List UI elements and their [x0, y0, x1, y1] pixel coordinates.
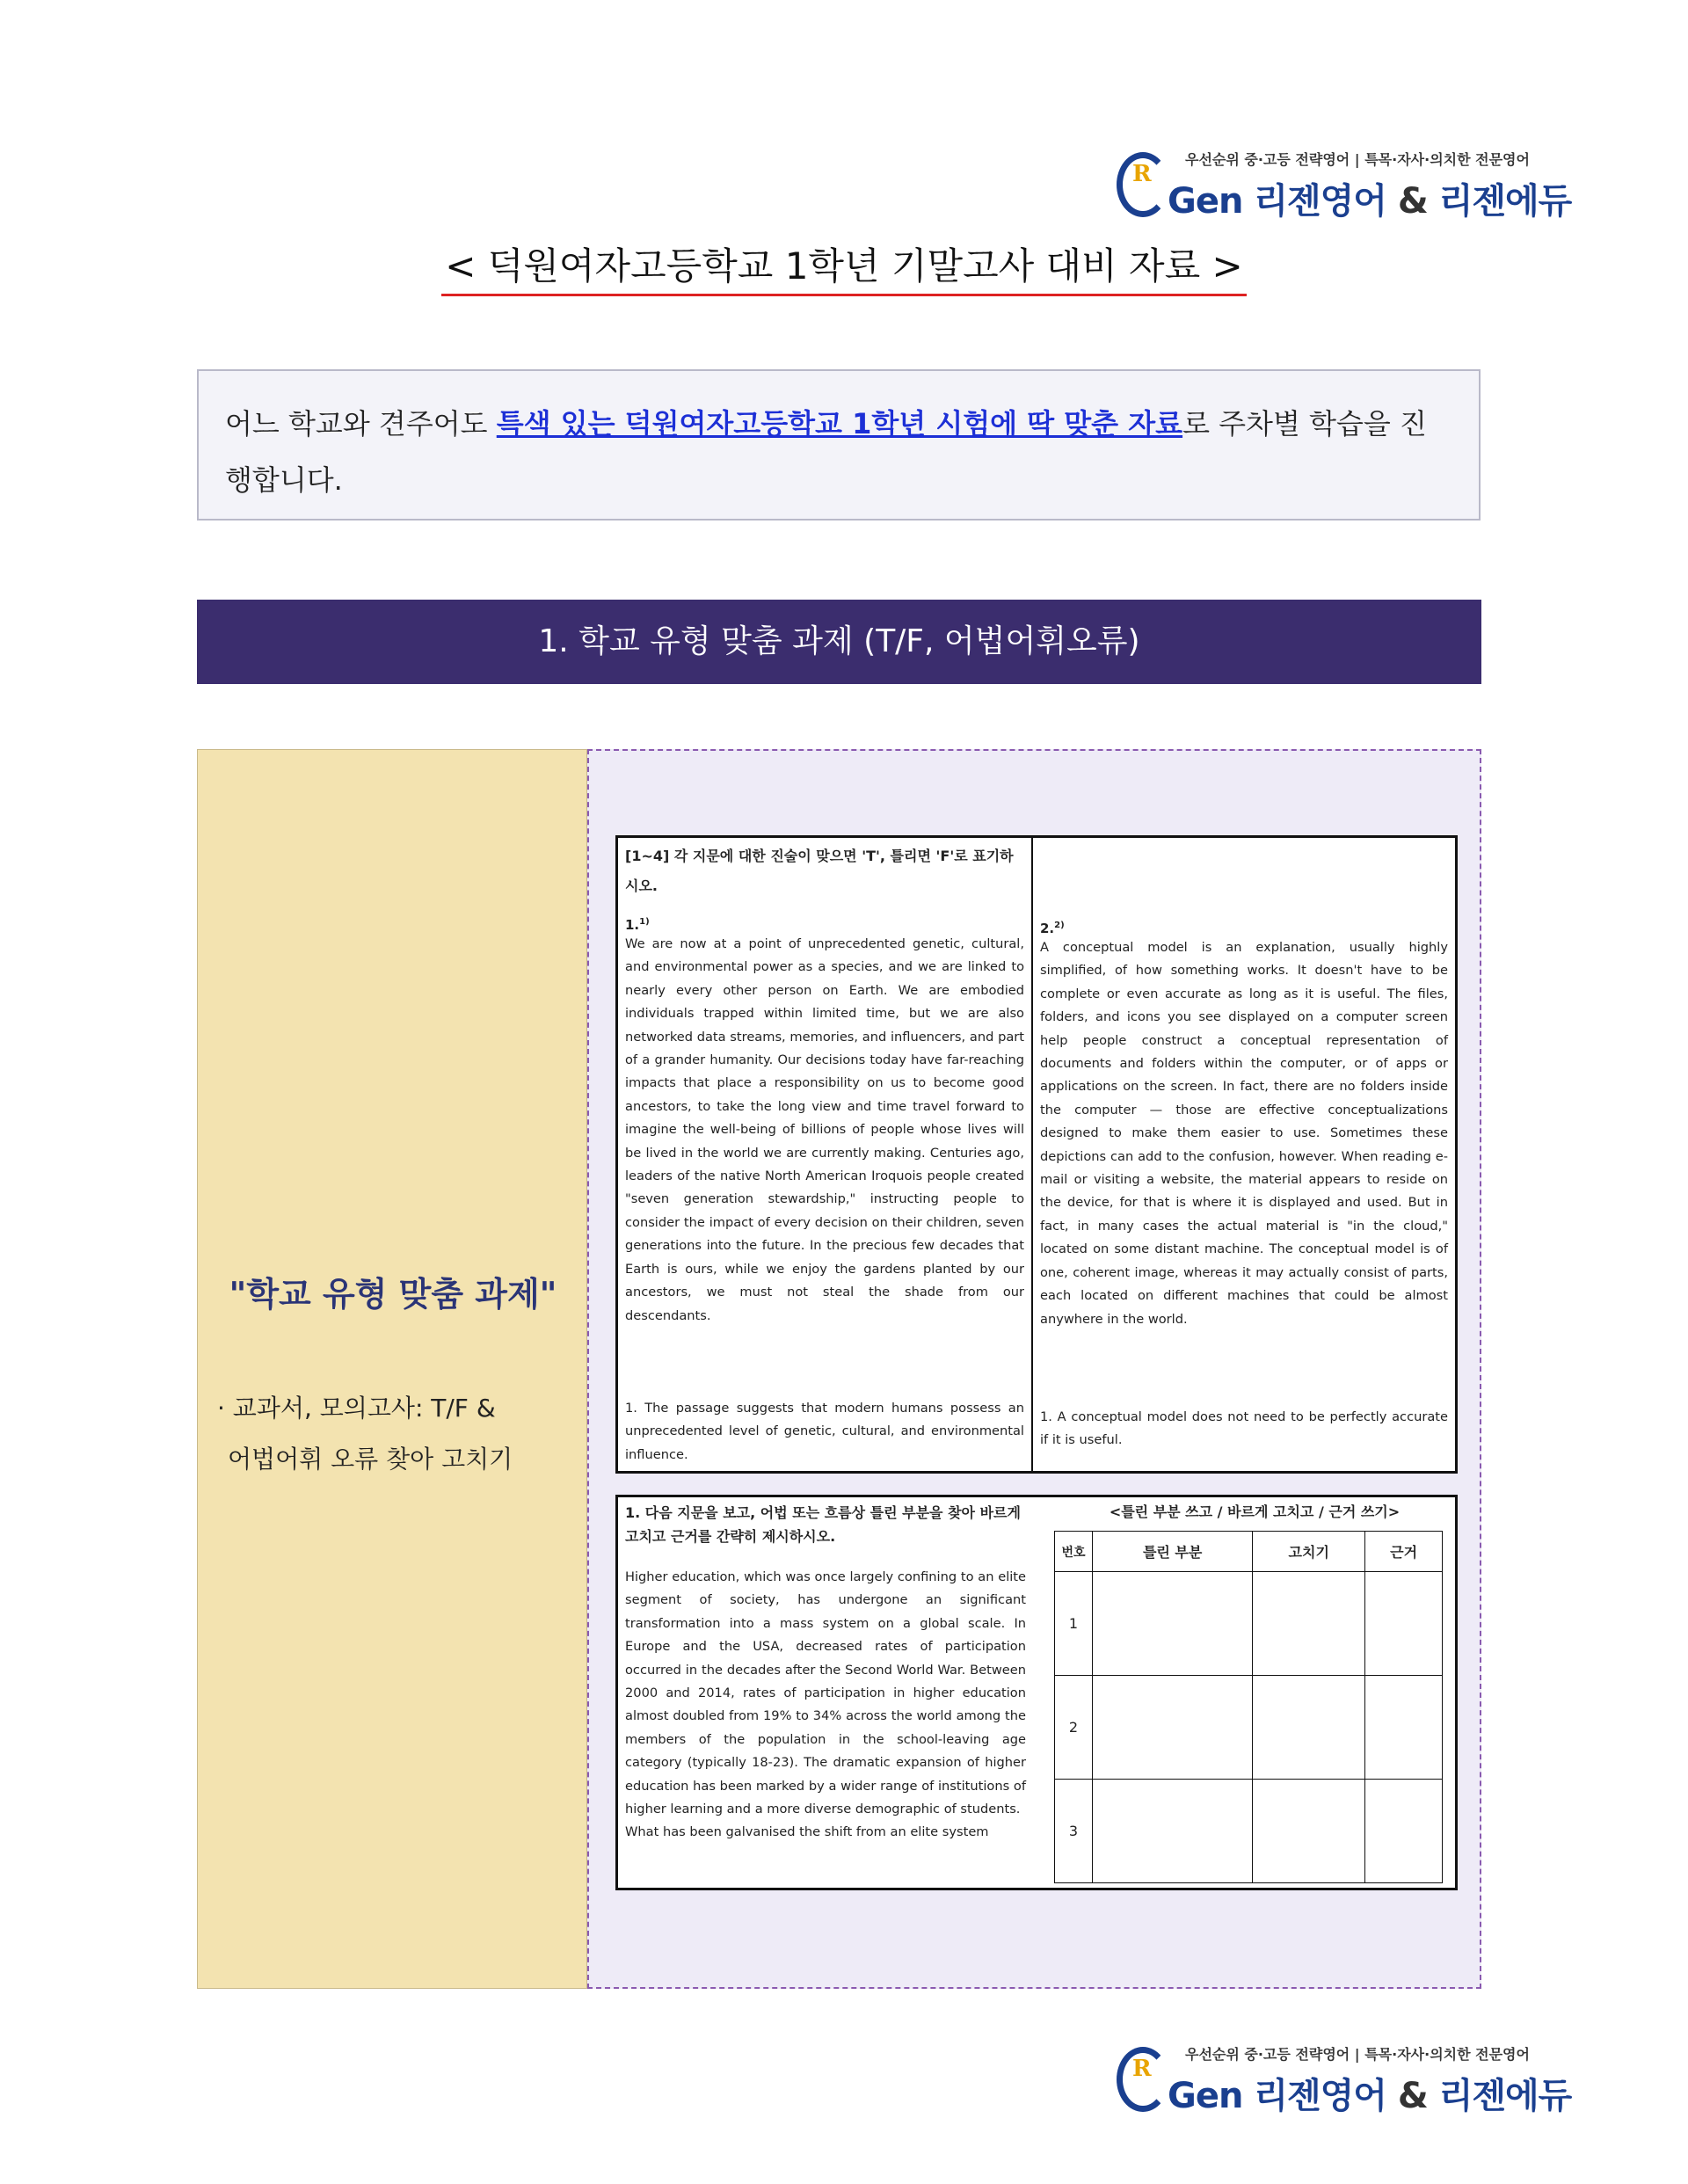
- answer-cell[interactable]: [1365, 1676, 1443, 1780]
- logo-tagline: 우선순위 중·고등 전략영어 | 특목·자사·의치한 전문영어: [1185, 2046, 1530, 2063]
- tf-col-left: [618, 838, 1033, 1471]
- notice-box: 어느 학교와 견주어도 특색 있는 덕원여자고등학교 1학년 시험에 딱 맞춘 자료로 주차별 학습을 진행합니다.: [197, 369, 1481, 521]
- grammar-instruction: 1. 다음 지문을 보고, 어법 또는 흐름상 틀린 부분을 찾아 바르게 고치고 근거를 간략히 제시하시오.: [625, 1504, 1021, 1545]
- answer-cell[interactable]: [1253, 1676, 1365, 1780]
- answer-cell[interactable]: [1365, 1572, 1443, 1676]
- grammar-passage-tail: What has been galvanised the shift from an elite system: [625, 1824, 989, 1840]
- row-number: 2: [1055, 1676, 1093, 1780]
- answer-col: [1033, 1497, 1455, 1888]
- notice-highlight: 특색 있는 덕원여자고등학교 1학년 시험에 딱 맞춘 자료: [496, 407, 1183, 440]
- answer-cell[interactable]: [1253, 1572, 1365, 1676]
- tf-col-right: [1033, 838, 1455, 1471]
- grammar-col-left: [618, 1497, 1033, 1888]
- answer-cell[interactable]: [1365, 1780, 1443, 1883]
- q2-number: 2.$^{2)}$: [1040, 921, 1065, 936]
- th-number: 번호: [1055, 1532, 1093, 1572]
- logo-brand: Gen 리젠영어 & 리젠에듀: [1168, 181, 1572, 222]
- answer-cell[interactable]: [1093, 1780, 1253, 1883]
- logo-bottom: [1117, 2040, 1572, 2119]
- th-correction: 고치기: [1253, 1532, 1365, 1572]
- th-wrong-part: 틀린 부분: [1093, 1532, 1253, 1572]
- q1-passage: We are now at a point of unprecedented genetic, cultural, and environmental power as a species, and we are linked to nearly every other person on Earth. We are embodied individuals trapped within limited time, but we are also networked data streams, memories, and influencers, and part of a grander humanity. Our decisions today have far-reaching impacts that place a responsibility on us to become good ancestors, to take the long view and time travel forward to imagine the well-being of billions of people whose lives will be lived in the world we are currently making. Centuries ago, leaders of the native North American Iroquois people created "seven generation stewardship," instructing people to consider the impact of every decision on their children, seven generations into the future. In the precious few decades that Earth is ours, while we enjoy the gardens planted by our ancestors, we must not steal the shade from our descendants.: [625, 936, 1024, 1323]
- grammar-sheet: [615, 1495, 1458, 1890]
- logo-r-letter: R: [1132, 161, 1152, 187]
- left-panel-heading: "학교 유형 맞춤 과제": [229, 1275, 557, 1314]
- section-banner: 1. 학교 유형 맞춤 과제 (T/F, 어법어휘오류): [197, 600, 1481, 684]
- row-number: 3: [1055, 1780, 1093, 1883]
- answer-table-title: <틀린 부분 쓰고 / 바르게 고치고 / 근거 쓰기>: [1109, 1503, 1401, 1520]
- tf-sheet: [615, 835, 1458, 1474]
- answer-cell[interactable]: [1093, 1572, 1253, 1676]
- logo-r-letter: R: [1132, 2056, 1152, 2082]
- q1-number: 1.$^{1)}$: [625, 917, 650, 933]
- logo-tagline: 우선순위 중·고등 전략영어 | 특목·자사·의치한 전문영어: [1185, 151, 1530, 168]
- th-reason: 근거: [1365, 1532, 1443, 1572]
- left-panel: [197, 749, 587, 1989]
- q2-passage: A conceptual model is an explanation, usually highly simplified, of how something works. It doesn't have to be complete or even accurate as long as it is useful. The files, folders, and icons you see displayed on a computer screen help people construct a conceptual representation of documents and folders within the computer, or of apps or applications on the screen. In fact, there are no folders inside the computer — those are effective conceptualizations designed to make them easier to use. Sometimes these depictions can add to the confusion, however. When reading e-mail or visiting a website, the material appears to reside on the device, for that is where it is displayed and used. But in fact, in many cases the actual material is "in the cloud," located on some distant machine. The conceptual model is of one, coherent image, whereas it may actually consist of parts, each located on different machines that could be almost anywhere in the world.: [1040, 940, 1448, 1327]
- grammar-passage: Higher education, which was once largely confining to an elite segment of society, has undergone an significant transformation into a mass system on a global scale. In Europe and the USA, decreased rates of participation occurred in the decades after the Second World War. Between 2000 and 2014, rates of participation in higher education almost doubled from 19% to 34% across the world among the members of the population in the school-leaving age category (typically 18-23). The dramatic expansion of higher education has been marked by a wider range of institutions of higher learning and a more diverse demographic of students.: [625, 1569, 1026, 1817]
- logo-top: [1117, 145, 1572, 224]
- q2-statement: 1. A conceptual model does not need to be perfectly accurate if it is useful.: [1040, 1409, 1448, 1448]
- logo-brand: Gen 리젠영어 & 리젠에듀: [1168, 2076, 1572, 2116]
- q1-statement: 1. The passage suggests that modern humans possess an unprecedented level of genetic, cultural, and environmental influence.: [625, 1401, 1024, 1462]
- row-number: 1: [1055, 1572, 1093, 1676]
- answer-table: [1054, 1531, 1443, 1883]
- page-title: < 덕원여자고등학교 1학년 기말고사 대비 자료 >: [0, 237, 1688, 296]
- answer-cell[interactable]: [1253, 1780, 1365, 1883]
- tf-instruction: [1~4] 각 지문에 대한 진술이 맞으면 'T', 틀리면 'F'로 표기하시오.: [625, 848, 1014, 894]
- answer-cell[interactable]: [1093, 1676, 1253, 1780]
- left-panel-desc: · 교과서, 모의고사: T/F & 어법어휘 오류 찾아 고치기: [217, 1394, 513, 1474]
